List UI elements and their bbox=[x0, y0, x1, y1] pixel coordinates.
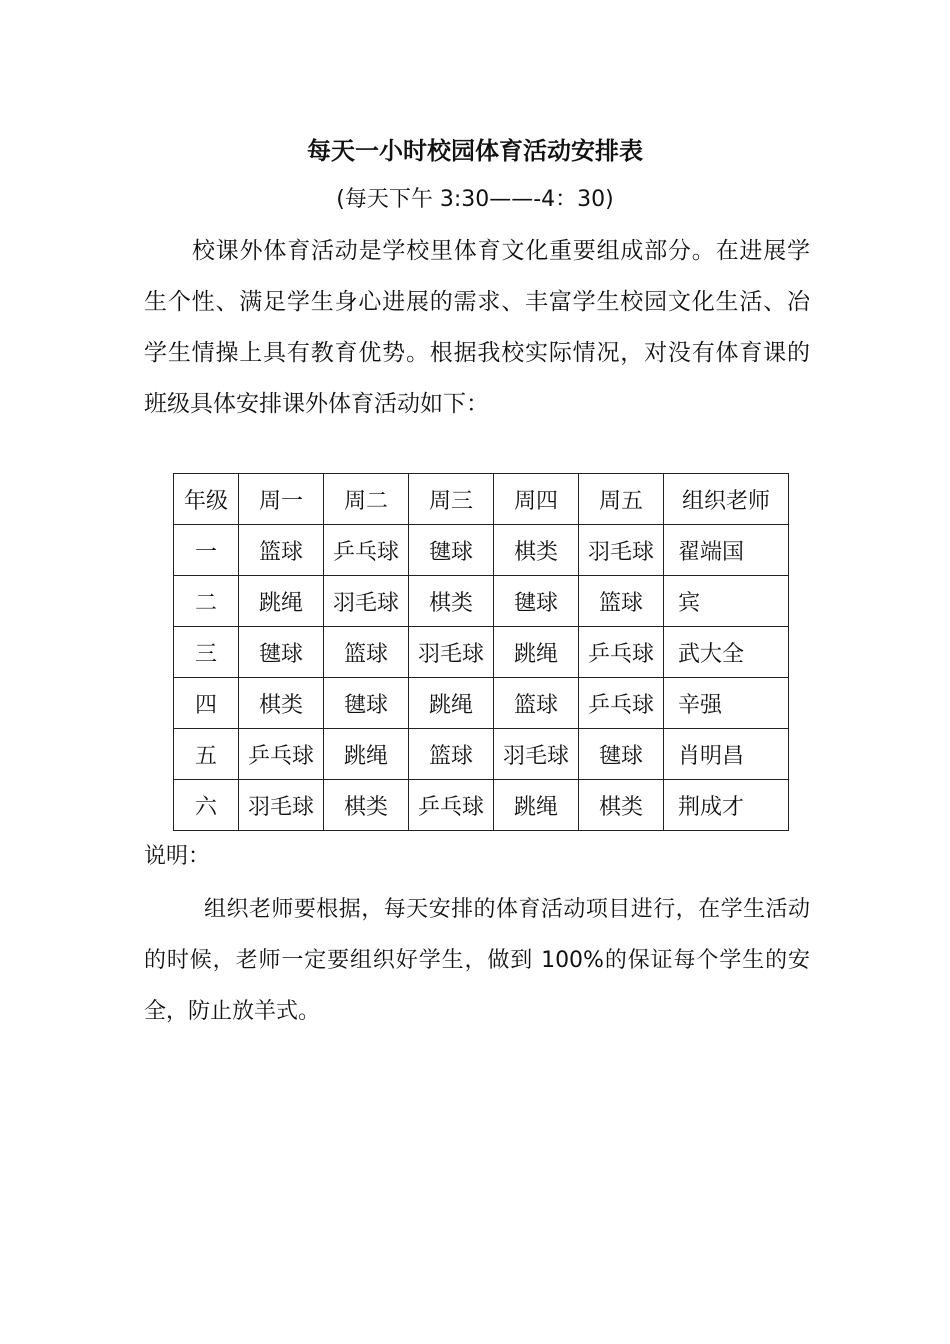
activity-cell: 乒乓球 bbox=[239, 729, 324, 780]
teacher-cell: 宾 bbox=[664, 576, 789, 627]
activity-cell: 羽毛球 bbox=[409, 627, 494, 678]
teacher-cell: 荆成才 bbox=[664, 780, 789, 831]
activity-cell: 羽毛球 bbox=[324, 576, 409, 627]
activity-cell: 乒乓球 bbox=[579, 627, 664, 678]
activity-cell: 篮球 bbox=[239, 525, 324, 576]
table-row bbox=[174, 780, 789, 831]
activity-cell: 篮球 bbox=[409, 729, 494, 780]
activity-cell: 毽球 bbox=[409, 525, 494, 576]
activity-cell: 羽毛球 bbox=[579, 525, 664, 576]
activity-cell: 棋类 bbox=[324, 780, 409, 831]
activity-cell: 毽球 bbox=[579, 729, 664, 780]
activity-cell: 毽球 bbox=[239, 627, 324, 678]
header-tuesday: 周二 bbox=[324, 474, 409, 525]
header-thursday: 周四 bbox=[494, 474, 579, 525]
activity-cell: 棋类 bbox=[494, 525, 579, 576]
schedule-table bbox=[173, 473, 789, 831]
intro-paragraph: 校课外体育活动是学校里体育文化重要组成部分。在进展学生个性、满足学生身心进展的需求、丰富学生校园文化生活、冶学生情操上具有教育优势。根据我校实际情况，对没有体育课的班级具体安排课外体育活动如下： bbox=[144, 238, 810, 417]
activity-cell: 毽球 bbox=[494, 576, 579, 627]
table-header-row bbox=[174, 474, 789, 525]
teacher-cell: 肖明昌 bbox=[664, 729, 789, 780]
activity-cell: 棋类 bbox=[409, 576, 494, 627]
grade-cell: 三 bbox=[174, 627, 239, 678]
activity-cell: 棋类 bbox=[579, 780, 664, 831]
activity-cell: 乒乓球 bbox=[579, 678, 664, 729]
table-row bbox=[174, 627, 789, 678]
teacher-cell: 辛强 bbox=[664, 678, 789, 729]
grade-cell: 四 bbox=[174, 678, 239, 729]
activity-cell: 跳绳 bbox=[239, 576, 324, 627]
header-teacher: 组织老师 bbox=[664, 474, 789, 525]
table-row bbox=[174, 678, 789, 729]
header-wednesday: 周三 bbox=[409, 474, 494, 525]
activity-cell: 跳绳 bbox=[409, 678, 494, 729]
activity-cell: 跳绳 bbox=[494, 780, 579, 831]
activity-cell: 乒乓球 bbox=[324, 525, 409, 576]
table-row bbox=[174, 576, 789, 627]
note-paragraph: 组织老师要根据，每天安排的体育活动项目进行，在学生活动的时候，老师一定要组织好学生，做到 100%的保证每个学生的安全，防止放羊式。 bbox=[144, 897, 811, 1024]
activity-cell: 羽毛球 bbox=[494, 729, 579, 780]
page-title: 每天一小时校园体育活动安排表 bbox=[307, 137, 643, 165]
grade-cell: 一 bbox=[174, 525, 239, 576]
table-row bbox=[174, 525, 789, 576]
activity-cell: 棋类 bbox=[239, 678, 324, 729]
activity-cell: 毽球 bbox=[324, 678, 409, 729]
activity-cell: 篮球 bbox=[579, 576, 664, 627]
table-row bbox=[174, 729, 789, 780]
grade-cell: 二 bbox=[174, 576, 239, 627]
grade-cell: 六 bbox=[174, 780, 239, 831]
header-monday: 周一 bbox=[239, 474, 324, 525]
activity-cell: 篮球 bbox=[494, 678, 579, 729]
page-subtitle: (每天下午 3:30——-4：30) bbox=[336, 187, 614, 212]
activity-cell: 乒乓球 bbox=[409, 780, 494, 831]
activity-cell: 篮球 bbox=[324, 627, 409, 678]
teacher-cell: 武大全 bbox=[664, 627, 789, 678]
teacher-cell: 翟端国 bbox=[664, 525, 789, 576]
activity-cell: 跳绳 bbox=[324, 729, 409, 780]
grade-cell: 五 bbox=[174, 729, 239, 780]
header-friday: 周五 bbox=[579, 474, 664, 525]
activity-cell: 跳绳 bbox=[494, 627, 579, 678]
header-grade: 年级 bbox=[174, 474, 239, 525]
activity-cell: 羽毛球 bbox=[239, 780, 324, 831]
note-label: 说明： bbox=[144, 844, 211, 869]
